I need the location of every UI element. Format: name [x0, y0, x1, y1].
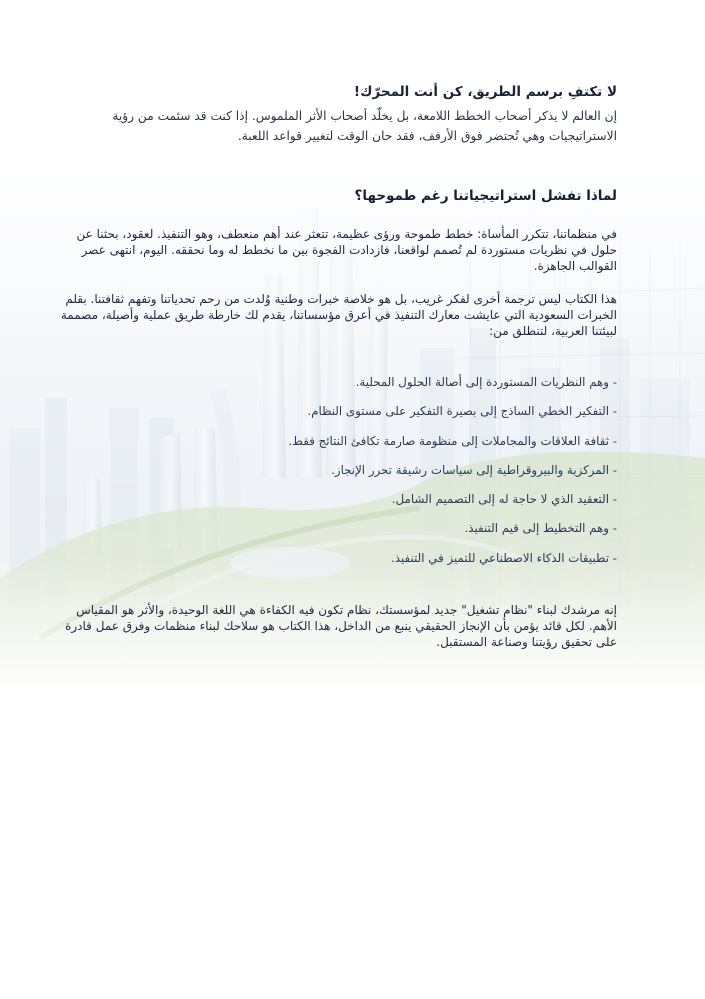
paragraph-book-intro: هذا الكتاب ليس ترجمة أخرى لفكر غريب، بل هو خلاصة خبرات وطنية وُلدت من رحم تحدياتنا وتفهم ثقافتنا. بقلم الخبرات السعودية التي عايشت معارك التنفيذ في أعرق مؤسساتنا، يقدم لك خارطة طريق عملية وأصيلة، مصممة لبيئتنا العربية، لتنطلق من: [60, 292, 617, 338]
list-item: - وهم النظريات المستوردة إلى أصالة الحلول المحلية. [355, 375, 617, 389]
section-heading: لماذا تفشل استراتيجياتنا رغم طموحها؟ [354, 188, 617, 204]
list-item: - التعقيد الذي لا حاجة له إلى التصميم الشامل. [391, 492, 617, 507]
transformation-list [200, 374, 617, 579]
list-item: - وهم التخطيط إلى قيم التنفيذ. [464, 521, 617, 536]
intro-body: إن العالم لا يذكر أصحاب الخطط اللامعة، بل يخلّد أصحاب الأثر الملموس. إذا كنت قد سئمت من رؤية الاستراتيجيات وهي تُحتضر فوق الأرفف، فقد حان الوقت لتغيير قواعد اللعبة. [112, 109, 617, 143]
intro-block [60, 84, 617, 146]
list-item: - التفكير الخطي الساذج إلى بصيرة التفكير على مستوى النظام. [307, 404, 617, 419]
list-item: - ثقافة العلاقات والمجاملات إلى منظومة صارمة تكافئ النتائج فقط. [288, 433, 617, 448]
main-content [0, 188, 705, 684]
paragraph-problem: في منظماتنا، تتكرر المأساة: خطط طموحة ورؤى عظيمة، تتعثر عند أهم منعطف، وهو التنفيذ. لعقود، بحثنا عن حلول في نظريات مستوردة لم تُصمم لواقعنا، فازدادت الفجوة بين ما نخطط له وما نحققه. اليوم، انتهى عصر القوالب الجاهزة. [76, 227, 617, 273]
intro-heading: لا تكتفِ برسم الطريق، كن أنت المحرّك! [353, 84, 617, 100]
paragraph-conclusion: إنه مرشدك لبناء "نظام تشغيل" جديد لمؤسستك، نظام تكون فيه الكفاءة هي اللغة الوحيدة، والأثر هو المقياس الأهم. لكل قائد يؤمن بأن الإنجاز الحقيقي ينبع من الداخل، هذا الكتاب هو سلاحك لبناء منظمات وفرق عمل قادرة على تحقيق رؤيتنا وصناعة المستقبل. [65, 603, 617, 649]
list-item: - المركزية والبيروقراطية إلى سياسات رشيقة تحرر الإنجاز. [331, 462, 617, 477]
list-item: - تطبيقات الذكاء الاصطناعي للتميز في التنفيذ. [391, 550, 617, 565]
